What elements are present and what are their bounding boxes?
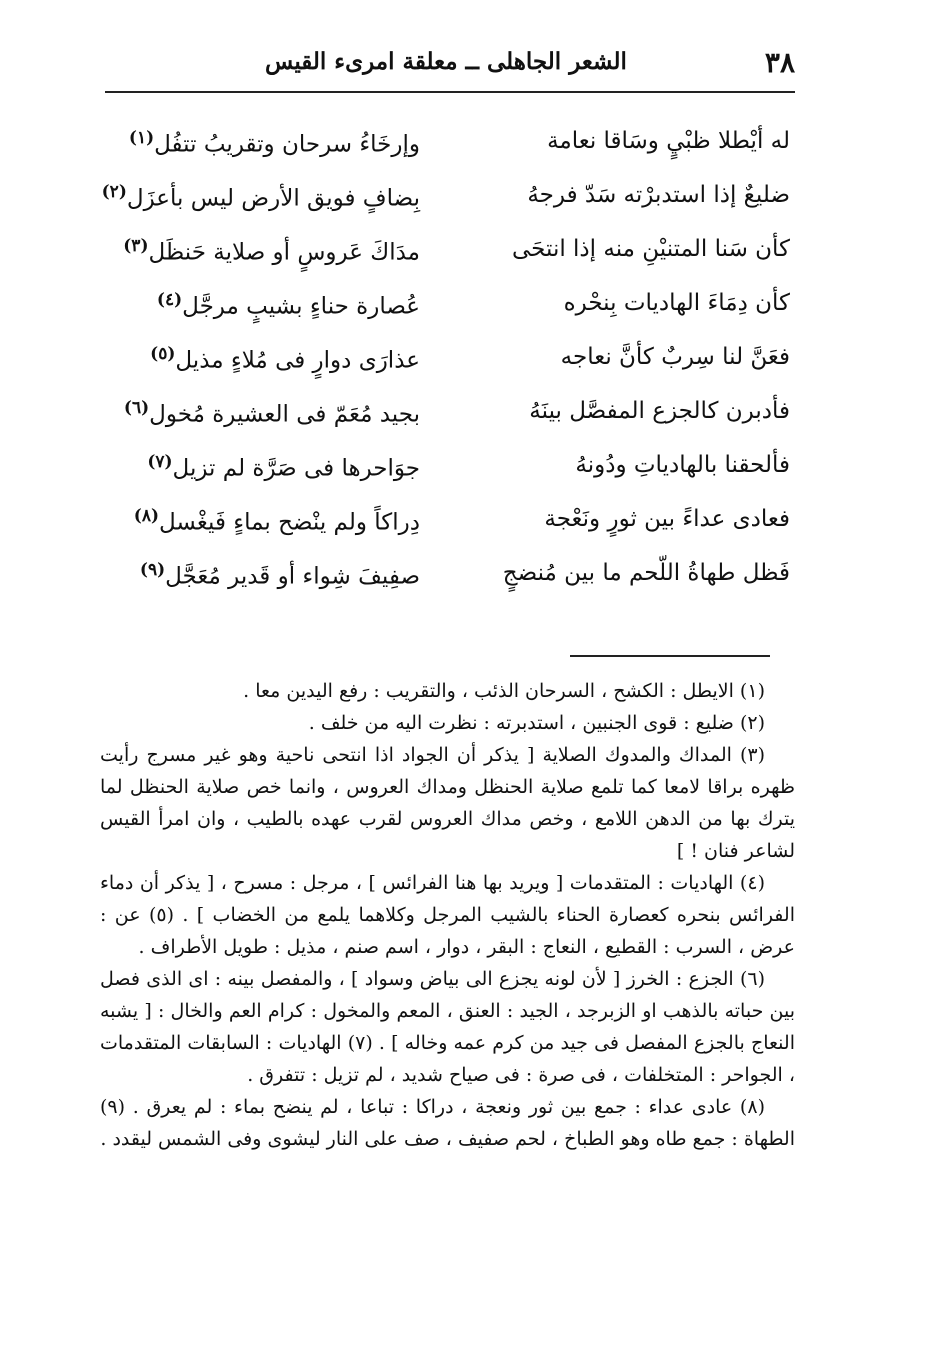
second-hemistich [100, 506, 420, 536]
first-hemistich: له أيْطلا ظبْيٍ وسَاقا نعامة [547, 128, 790, 154]
first-hemistich: فَظل طهاةُ اللّحم ما بين مُنضجٍ [502, 560, 790, 586]
hemistich-text: وإرخَاءُ سرحان وتقريبُ تتفُل [154, 131, 420, 158]
footnote-marker: (٨) [133, 506, 159, 526]
footnote-marker: (٥) [150, 344, 176, 364]
verse-line [100, 228, 790, 282]
second-hemistich [100, 560, 420, 590]
verse-line [100, 120, 790, 174]
first-hemistich: فعَنَّ لنا سِربٌ كأنَّ نعاجه [560, 344, 790, 370]
footnote-marker: (٤) [156, 290, 183, 310]
verse-line [100, 174, 790, 228]
second-hemistich [100, 452, 420, 482]
second-hemistich [100, 344, 420, 374]
second-hemistich [100, 236, 420, 266]
first-hemistich: فألحقنا بالهادياتِ ودُونهُ [575, 452, 790, 478]
second-hemistich [100, 290, 420, 320]
page-number: ٣٨ [764, 46, 795, 79]
header-rule [105, 91, 795, 93]
hemistich-text: جوَاحرها فى صَرَّة لم تزيل [172, 455, 420, 482]
footnote: (٣) المداك والمدوك الصلاية [ يذكر أن الجواد اذا انتحى ناحية وهو غير مسرج رأيت ظهره براقا لامعا كما تلمع صلاية الحنظل ومداك العروس ، وانما خص صلاية الحنظل لما يترك بها من الدهن اللامع ، وخص مداك العروس لقرب عهده بالطيب ، وان امرأ القيس لشاعر فنان ! ] [100, 744, 795, 862]
hemistich-text: بجيد مُعَمّ فى العشيرة مُخول [149, 401, 420, 428]
footnote-marker: (٦) [123, 398, 150, 418]
verse-line [100, 390, 790, 444]
second-hemistich [100, 182, 420, 212]
poem-verses [100, 120, 790, 606]
footnote: (٦) الجزع : الخرز [ لأن لونه يجزع الى بياض وسواد ] ، والمفصل بينه : اى الذى فصل بين حباته بالذهب او الزبرجد ، الجيد : العنق ، المعم والمخول : كرام العم والخال : [ يشبه النعاج بالجزع المفصل فى جيد من كرم عمه وخاله ] . (٧) الهاديات : السابقات المتقدمات ، الجواحر : المتخلفات ، فى صرة : فى صياح شديد ، لم تزيل : تتفرق . [100, 968, 795, 1086]
footnote-marker: (١) [128, 128, 155, 148]
footnote: (٨) عادى عداء : جمع بين ثور ونعجة ، دراكا : تباعا ، لم ينضح بماء : لم يعرق . (٩) الطهاة : جمع طاه وهو الطباخ ، لحم صفيف ، صف على النار ليشوى وفى الشمس ليقدد . [100, 1096, 795, 1150]
verse-line [100, 282, 790, 336]
footnote-marker: (٣) [123, 236, 149, 256]
second-hemistich [100, 128, 420, 158]
hemistich-text: دِراكاً ولم ينْضح بماءٍ فَيغْسل [159, 509, 420, 536]
hemistich-text: عُصارة حناءٍ بشيبٍ مرجَّل [182, 293, 420, 320]
verse-line [100, 444, 790, 498]
page-header [105, 36, 795, 90]
first-hemistich: كأن دِمَاءَ الهاديات بِنحْره [563, 290, 790, 316]
verse-line [100, 498, 790, 552]
footnote-separator [570, 655, 770, 657]
footnote: (١) الايطل : الكشح ، السرحان الذئب ، والتقريب : رفع اليدين معا . [243, 680, 765, 702]
hemistich-text: صفِيفَ شِواء أو قَدير مُعَجَّل [165, 563, 420, 590]
footnote-marker: (٩) [139, 560, 166, 580]
footnote-marker: (٧) [147, 452, 173, 472]
verse-line [100, 552, 790, 606]
footnote-marker: (٢) [101, 182, 127, 202]
hemistich-text: مدَاكَ عَروسٍ أو صلاية حَنظَل [148, 239, 420, 266]
footnotes [100, 675, 795, 1155]
first-hemistich: كأن سَنا المتنيْنِ منه إذا انتحَى [511, 236, 790, 262]
footnote: (٤) الهاديات : المتقدمات [ ويريد بها هنا الفرائس ] ، مرجل : مسرح ، [ يذكر أن دماء الفرائس بنحره كعصارة الحناء بالشيب المرجل وكلاهما يلمع من الخضاب ] . (٥) عن : عرض ، السرب : القطيع ، النعاج : البقر ، دوار ، اسم صنم ، مذيل : طويل الأطراف . [100, 872, 795, 958]
second-hemistich [100, 398, 420, 428]
hemistich-text: بِضافٍ فويق الأرض ليس بأعزَل [126, 185, 420, 212]
hemistich-text: عذارَى دوارٍ فى مُلاءٍ مذيل [175, 347, 420, 374]
first-hemistich: ضليعٌ إذا استدبرْته سَدّ فرجهُ [527, 182, 790, 208]
first-hemistich: فأدبرن كالجزع المفصَّل بينَهُ [529, 398, 790, 424]
first-hemistich: فعادى عداءً بين ثورٍ ونَعْجة [544, 506, 790, 532]
verse-line [100, 336, 790, 390]
footnote: (٢) ضليع : قوى الجنبين ، استدبرته : نظرت اليه من خلف . [308, 712, 765, 734]
running-title: الشعر الجاهلى ــ معلقة امرىء القيس [265, 48, 627, 75]
